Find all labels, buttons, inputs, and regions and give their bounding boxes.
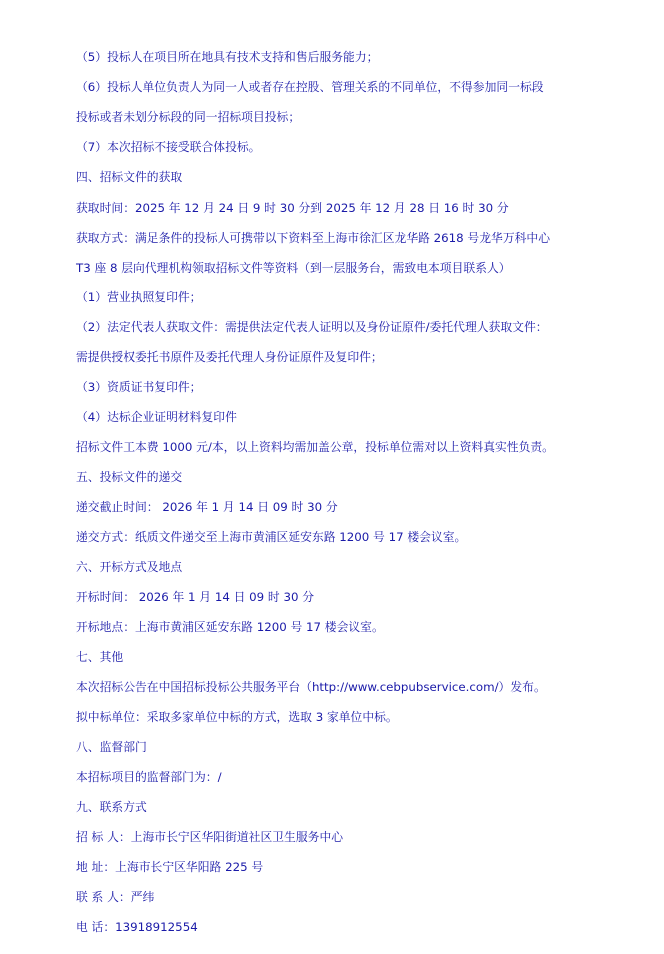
material-3: （3）资质证书复印件； — [76, 380, 202, 394]
clause-6-continued: 投标或者未划分标段的同一招标项目投标； — [76, 110, 301, 124]
section-9-heading: 九、联系方式 — [76, 800, 147, 814]
material-2-continued: 需提供授权委托书原件及委托代理人身份证原件及复印件； — [76, 350, 383, 364]
clause-6: （6）投标人单位负责人为同一人或者存在控股、管理关系的不同单位，不得参加同一标段 — [76, 80, 544, 94]
contact-address: 地 址：上海市长宁区华阳路 225 号 — [76, 860, 264, 874]
supervision-department: 本招标项目的监督部门为：/ — [76, 770, 222, 784]
clause-7: （7）本次招标不接受联合体投标。 — [76, 140, 261, 154]
material-4: （4）达标企业证明材料复印件 — [76, 410, 237, 424]
submission-method: 递交方式：纸质文件递交至上海市黄浦区延安东路 1200 号 17 楼会议室。 — [76, 530, 467, 544]
material-2: （2）法定代表人获取文件：需提供法定代表人证明以及身份证原件/委托代理人获取文件： — [76, 320, 548, 334]
section-4-heading: 四、招标文件的获取 — [76, 170, 183, 184]
section-5-heading: 五、投标文件的递交 — [76, 470, 183, 484]
section-7-heading: 七、其他 — [76, 650, 124, 664]
publication-notice: 本次招标公告在中国招标投标公共服务平台（http://www.cebpubservice.com/）发布。 — [76, 680, 546, 694]
opening-location: 开标地点：上海市黄浦区延安东路 1200 号 17 楼会议室。 — [76, 620, 384, 634]
clause-5: （5）投标人在项目所在地具有技术支持和售后服务能力； — [76, 50, 379, 64]
winning-bidders: 拟中标单位：采取多家单位中标的方式，选取 3 家单位中标。 — [76, 710, 398, 724]
obtain-time: 获取时间：2025 年 12 月 24 日 9 时 30 分到 2025 年 12 月 28 日 16 时 30 分 — [76, 201, 509, 215]
contact-phone: 电 话：13918912554 — [76, 920, 198, 934]
opening-time: 开标时间： 2026 年 1 月 14 日 09 时 30 分 — [76, 590, 315, 604]
obtain-method-continued: T3 座 8 层向代理机构领取招标文件等资料（到一层服务台，需致电本项目联系人） — [76, 261, 511, 275]
section-6-heading: 六、开标方式及地点 — [76, 560, 183, 574]
contact-tenderer: 招 标 人：上海市长宁区华阳街道社区卫生服务中心 — [76, 830, 344, 844]
section-8-heading: 八、监督部门 — [76, 740, 147, 754]
obtain-method: 获取方式：满足条件的投标人可携带以下资料至上海市徐汇区龙华路 2618 号龙华万科中心 — [76, 231, 551, 245]
submission-deadline: 递交截止时间： 2026 年 1 月 14 日 09 时 30 分 — [76, 500, 338, 514]
document-fee: 招标文件工本费 1000 元/本，以上资料均需加盖公章，投标单位需对以上资料真实性负责。 — [76, 440, 554, 454]
material-1: （1）营业执照复印件； — [76, 290, 202, 304]
contact-person: 联 系 人：严纬 — [76, 890, 155, 904]
